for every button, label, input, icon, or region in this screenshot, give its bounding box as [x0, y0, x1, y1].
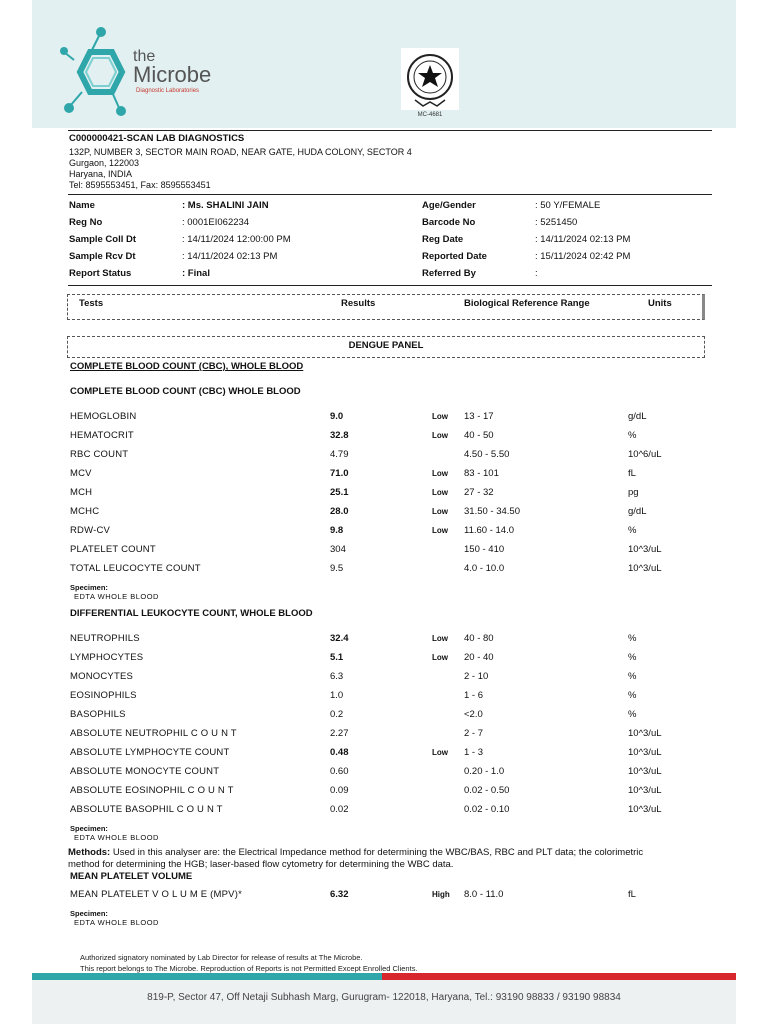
- specimen-label: Specimen:: [70, 824, 108, 833]
- test-unit: fL: [628, 468, 636, 479]
- test-flag: High: [432, 890, 450, 899]
- test-name: HEMATOCRIT: [70, 430, 134, 441]
- test-reference-range: 27 - 32: [464, 487, 494, 498]
- test-unit: %: [628, 671, 637, 682]
- test-result: 6.32: [330, 889, 349, 900]
- test-unit: 10^3/uL: [628, 544, 662, 555]
- methods-text: Used in this analyser are: the Electrical Impedance method for determining the WBC/BAS, RBC and PLT data; the colorimetric method for determining the HGB; laser-based flow cytometry for determining the WBC data.: [68, 847, 644, 870]
- footer-address: 819-P, Sector 47, Off Netaji Subhash Marg, Gurugram- 122018, Haryana, Tel.: 93190 98833 / 93190 98834: [147, 992, 621, 1003]
- test-flag: Low: [432, 431, 448, 440]
- test-result: 0.60: [330, 766, 349, 777]
- test-result: 0.2: [330, 709, 344, 720]
- patient-field-label: Sample Rcv Dt: [69, 251, 136, 262]
- patient-field-label: Reported Date: [422, 251, 487, 262]
- patient-field-label: Referred By: [422, 268, 476, 279]
- test-flag: Low: [432, 469, 448, 478]
- test-result: 71.0: [330, 468, 349, 479]
- test-unit: fL: [628, 889, 636, 900]
- test-name: EOSINOPHILS: [70, 690, 137, 701]
- test-unit: 10^3/uL: [628, 728, 662, 739]
- test-result: 28.0: [330, 506, 349, 517]
- test-reference-range: 13 - 17: [464, 411, 494, 422]
- header-tests: Tests: [79, 298, 104, 309]
- test-result: 0.48: [330, 747, 349, 758]
- test-unit: 10^3/uL: [628, 785, 662, 796]
- test-reference-range: 150 - 410: [464, 544, 505, 555]
- header-reference-range: Biological Reference Range: [464, 298, 590, 309]
- test-unit: g/dL: [628, 506, 647, 517]
- microbe-molecule-logo-icon: [60, 22, 134, 118]
- lab-phone: Tel: 8595553451, Fax: 8595553451: [69, 180, 211, 190]
- methods-note: [68, 847, 670, 870]
- test-reference-range: 0.02 - 0.50: [464, 785, 510, 796]
- patient-field-value: : 0001EI062234: [182, 217, 250, 228]
- test-reference-range: 40 - 80: [464, 633, 494, 644]
- patient-field-value: : Ms. SHALINI JAIN: [182, 200, 269, 211]
- test-name: RBC COUNT: [70, 449, 129, 460]
- specimen-value: EDTA WHOLE BLOOD: [74, 918, 159, 927]
- test-reference-range: 4.0 - 10.0: [464, 563, 505, 574]
- test-reference-range: 2 - 7: [464, 728, 484, 739]
- patient-field-value: : 50 Y/FEMALE: [535, 200, 601, 211]
- patient-field-value: : 14/11/2024 02:13 PM: [535, 234, 631, 245]
- test-flag: Low: [432, 507, 448, 516]
- test-name: MONOCYTES: [70, 671, 134, 682]
- panel-title: DENGUE PANEL: [348, 340, 424, 351]
- specimen-label: Specimen:: [70, 909, 108, 918]
- cbc-section-subtitle: COMPLETE BLOOD COUNT (CBC) WHOLE BLOOD: [70, 386, 301, 397]
- test-unit: %: [628, 525, 637, 536]
- patient-field-value: : 15/11/2024 02:42 PM: [535, 251, 631, 262]
- header-results: Results: [341, 298, 376, 309]
- divider: [68, 130, 712, 131]
- test-reference-range: 1 - 3: [464, 747, 484, 758]
- test-flag: Low: [432, 488, 448, 497]
- cbc-section-title: COMPLETE BLOOD COUNT (CBC), WHOLE BLOOD: [70, 361, 304, 372]
- lab-address-line: Haryana, INDIA: [69, 169, 133, 179]
- test-flag: Low: [432, 412, 448, 421]
- test-result: 9.0: [330, 411, 344, 422]
- test-name: ABSOLUTE NEUTROPHIL C O U N T: [70, 728, 237, 739]
- patient-field-value: : 14/11/2024 02:13 PM: [182, 251, 278, 262]
- patient-field-label: Barcode No: [422, 217, 476, 228]
- mpv-section-title: MEAN PLATELET VOLUME: [70, 871, 193, 882]
- lab-name: C000000421-SCAN LAB DIAGNOSTICS: [69, 133, 245, 144]
- ownership-note: This report belongs to The Microbe. Reproduction of Reports is not Permitted Except Enrolled Clients.: [80, 964, 418, 973]
- divider: [68, 194, 712, 195]
- test-reference-range: 31.50 - 34.50: [464, 506, 520, 517]
- test-unit: g/dL: [628, 411, 647, 422]
- specimen-label: Specimen:: [70, 583, 108, 592]
- accreditation-code: MC-4681: [417, 112, 443, 118]
- test-reference-range: 8.0 - 11.0: [464, 889, 504, 900]
- header-units: Units: [648, 298, 672, 309]
- test-result: 9.5: [330, 563, 344, 574]
- test-reference-range: 40 - 50: [464, 430, 494, 441]
- test-name: RDW-CV: [70, 525, 111, 536]
- test-unit: 10^3/uL: [628, 563, 662, 574]
- test-flag: Low: [432, 526, 448, 535]
- test-reference-range: 11.60 - 14.0: [464, 525, 515, 536]
- test-name: HEMOGLOBIN: [70, 411, 137, 422]
- test-result: 9.8: [330, 525, 344, 536]
- footer-stripe-red: [382, 973, 736, 980]
- test-name: BASOPHILS: [70, 709, 126, 720]
- patient-field-label: Age/Gender: [422, 200, 476, 211]
- test-name: ABSOLUTE BASOPHIL C O U N T: [70, 804, 223, 815]
- patient-field-label: Name: [69, 200, 95, 211]
- test-name: MEAN PLATELET V O L U M E (MPV)*: [70, 889, 242, 900]
- test-result: 5.1: [330, 652, 344, 663]
- test-name: MCH: [70, 487, 93, 498]
- test-unit: %: [628, 690, 637, 701]
- patient-field-value: : 5251450: [535, 217, 578, 228]
- patient-field-label: Sample Coll Dt: [69, 234, 137, 245]
- patient-field-value: :: [535, 268, 538, 279]
- test-unit: 10^3/uL: [628, 766, 662, 777]
- test-reference-range: 20 - 40: [464, 652, 494, 663]
- test-reference-range: 2 - 10: [464, 671, 489, 682]
- test-unit: pg: [628, 487, 639, 498]
- test-reference-range: 0.20 - 1.0: [464, 766, 505, 777]
- test-result: 304: [330, 544, 346, 555]
- test-name: MCV: [70, 468, 92, 479]
- patient-field-value: : 14/11/2024 12:00:00 PM: [182, 234, 291, 245]
- test-name: LYMPHOCYTES: [70, 652, 144, 663]
- signatory-note: Authorized signatory nominated by Lab Director for release of results at The Microbe.: [80, 953, 363, 962]
- test-result: 2.27: [330, 728, 349, 739]
- test-reference-range: 83 - 101: [464, 468, 499, 479]
- logo-text-the: the: [133, 48, 156, 65]
- test-flag: Low: [432, 634, 448, 643]
- test-reference-range: 1 - 6: [464, 690, 484, 701]
- test-name: PLATELET COUNT: [70, 544, 156, 555]
- test-result: 1.0: [330, 690, 344, 701]
- test-name: ABSOLUTE MONOCYTE COUNT: [70, 766, 220, 777]
- methods-label: Methods:: [68, 847, 111, 858]
- test-name: TOTAL LEUCOCYTE COUNT: [70, 563, 201, 574]
- test-unit: %: [628, 633, 637, 644]
- test-result: 25.1: [330, 487, 349, 498]
- test-reference-range: 4.50 - 5.50: [464, 449, 510, 460]
- test-unit: %: [628, 652, 637, 663]
- footer-stripe-teal: [32, 973, 382, 980]
- test-name: ABSOLUTE LYMPHOCYTE COUNT: [70, 747, 230, 758]
- patient-field-label: Reg No: [69, 217, 103, 228]
- specimen-value: EDTA WHOLE BLOOD: [74, 833, 159, 842]
- dlc-section-title: DIFFERENTIAL LEUKOCYTE COUNT, WHOLE BLOOD: [70, 608, 313, 619]
- test-result: 0.09: [330, 785, 349, 796]
- test-unit: %: [628, 709, 637, 720]
- logo-tagline: Diagnostic Laboratories: [136, 88, 200, 94]
- test-result: 32.4: [330, 633, 349, 644]
- lab-address-line: Gurgaon, 122003: [69, 158, 140, 168]
- lab-address-line: 132P, NUMBER 3, SECTOR MAIN ROAD, NEAR GATE, HUDA COLONY, SECTOR 4: [69, 147, 412, 157]
- test-flag: Low: [432, 653, 448, 662]
- test-unit: %: [628, 430, 637, 441]
- patient-field-label: Report Status: [69, 268, 132, 279]
- test-result: 32.8: [330, 430, 349, 441]
- test-reference-range: <2.0: [464, 709, 483, 720]
- specimen-value: EDTA WHOLE BLOOD: [74, 592, 159, 601]
- divider: [68, 285, 712, 286]
- test-unit: 10^3/uL: [628, 747, 662, 758]
- patient-field-value: : Final: [182, 268, 210, 279]
- test-name: MCHC: [70, 506, 100, 517]
- table-header-box: [67, 294, 705, 320]
- accreditation-seal-icon: [401, 48, 459, 110]
- test-unit: 10^3/uL: [628, 804, 662, 815]
- test-flag: Low: [432, 748, 448, 757]
- test-result: 4.79: [330, 449, 349, 460]
- test-unit: 10^6/uL: [628, 449, 662, 460]
- test-name: ABSOLUTE EOSINOPHIL C O U N T: [70, 785, 234, 796]
- logo-text-microbe: Microbe: [133, 62, 212, 87]
- test-result: 0.02: [330, 804, 349, 815]
- test-name: NEUTROPHILS: [70, 633, 140, 644]
- test-result: 6.3: [330, 671, 344, 682]
- test-reference-range: 0.02 - 0.10: [464, 804, 510, 815]
- patient-field-label: Reg Date: [422, 234, 464, 245]
